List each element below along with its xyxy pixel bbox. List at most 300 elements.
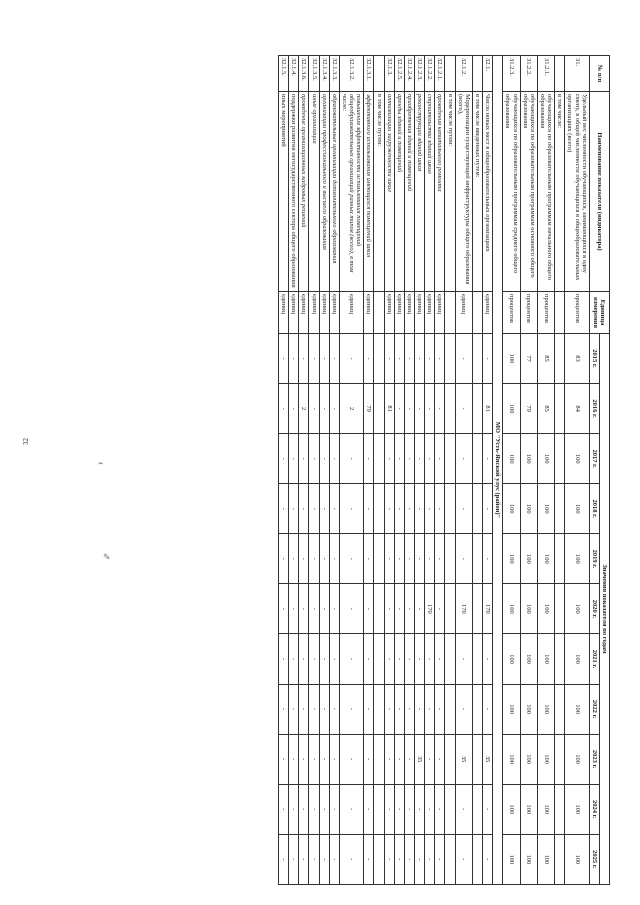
row-value: - [404,684,414,734]
row-value: - [329,334,339,384]
row-value: - [339,584,363,634]
row-value [472,334,482,384]
row-value: - [394,334,404,384]
row-value [555,684,565,734]
row-code: 32.1.3.1. [364,56,374,92]
col-header-years-group: Значения показателя по годам [599,334,609,885]
row-value [374,584,384,634]
row-value: - [384,734,394,784]
row-value: - [339,334,363,384]
row-value: - [279,484,289,534]
table-row [455,56,472,885]
row-name: организации профессионального и высшего образования [319,92,329,292]
row-value: - [384,484,394,534]
row-value: - [425,684,435,734]
row-code: 32.1.2.2. [425,56,435,92]
row-value: - [309,334,319,384]
row-value: 100 [537,434,554,484]
row-value: - [435,334,445,384]
col-header-year: 2017 г. [589,434,599,484]
row-value: 100 [520,484,537,534]
row-value [472,634,482,684]
row-value [555,334,565,384]
table-row [404,56,414,885]
row-value: - [299,734,309,784]
row-value: - [384,584,394,634]
row-value: - [329,734,339,784]
row-value [445,784,455,834]
row-value: - [329,784,339,834]
row-unit: единиц [455,292,472,334]
row-unit [555,292,565,334]
row-value: - [289,634,299,684]
row-value: 100 [503,484,520,534]
row-value: - [455,834,472,884]
row-name: проведение организационных кадровых решений [299,92,309,292]
row-value [445,834,455,884]
row-value: - [319,684,329,734]
row-value: - [339,734,363,784]
row-value: - [435,434,445,484]
table-row [555,56,565,885]
indicators-table [278,55,610,885]
table-row [299,56,309,885]
row-value: 100 [565,684,589,734]
row-value: - [279,534,289,584]
row-name: приобретения зданий и помещений [404,92,414,292]
row-unit: единиц [384,292,394,334]
col-header-year: 2024 г. [589,784,599,834]
section-row [493,56,503,885]
row-name: в том числе введенных путем: [472,92,482,292]
row-unit: единиц [435,292,445,334]
row-value: - [289,834,299,884]
table-row [565,56,589,885]
row-value [555,634,565,684]
row-value: - [483,684,493,734]
row-value: - [384,434,394,484]
row-value: 100 [520,434,537,484]
row-value: 100 [537,734,554,784]
row-value: - [364,334,374,384]
row-value: - [309,434,319,484]
row-value: 85 [537,334,554,384]
row-value [555,434,565,484]
row-value: 100 [503,534,520,584]
row-value: - [364,434,374,484]
row-unit: процентов [503,292,520,334]
row-value: - [309,484,319,534]
row-value: - [339,534,363,584]
row-value: - [404,334,414,384]
row-value: - [364,534,374,584]
table-row [364,56,374,885]
row-value: - [425,834,435,884]
table-row [415,56,425,885]
row-value: - [319,534,329,584]
row-value: 100 [565,734,589,784]
page-number: 32 [22,438,30,445]
row-name: аренды зданий и помещений [394,92,404,292]
row-value [374,434,384,484]
row-name: обучающихся по образовательным программам среднего общего образования [503,92,520,292]
col-header-year: 2022 г. [589,684,599,734]
col-header-year: 2021 г. [589,634,599,684]
row-value: 35 [455,734,472,784]
table-row [445,56,455,885]
row-name: иные организации [309,92,319,292]
row-value [374,634,384,684]
row-value: - [483,834,493,884]
row-value: 84 [565,384,589,434]
row-value: - [299,834,309,884]
row-value: - [279,634,289,684]
row-value: - [339,484,363,534]
row-value: - [309,734,319,784]
row-name: в том числе путем: [374,92,384,292]
row-code: 32.1.3. [384,56,394,92]
row-value: 100 [520,534,537,584]
row-value: - [415,684,425,734]
row-value: 35 [415,734,425,784]
row-value: - [384,634,394,684]
row-value: - [299,484,309,534]
col-header-unit: Единица измерения [589,292,609,334]
row-name: образовательные организации дополнительного образования [329,92,339,292]
row-value: - [309,784,319,834]
row-code: 32.1.3.5. [309,56,319,92]
handwritten-mark: ⌁ [98,458,104,468]
row-code: 31.2.2. [520,56,537,92]
table-row [374,56,384,885]
row-value: 100 [537,634,554,684]
row-value: 81 [483,384,493,434]
row-value: - [425,534,435,584]
col-header-year: 2016 г. [589,384,599,434]
col-header-year: 2020 г. [589,584,599,634]
row-value: 35 [483,734,493,784]
row-value: - [279,584,289,634]
row-value: - [309,384,319,434]
row-value: - [404,584,414,634]
row-value: - [425,634,435,684]
row-code: 32.1.2.4. [404,56,414,92]
row-value: - [435,734,445,784]
row-value: - [404,834,414,884]
row-value: - [289,684,299,734]
row-value: - [435,784,445,834]
row-value: - [289,584,299,634]
row-value: 100 [537,784,554,834]
row-value: - [425,484,435,534]
row-value: 100 [565,634,589,684]
row-value: 100 [537,584,554,634]
col-header-name: Наименование показателя (индикатора) [589,92,609,292]
row-value: - [425,334,435,384]
row-value [445,484,455,534]
table-row [503,56,520,885]
row-value: - [415,384,425,434]
row-value: - [329,384,339,434]
row-value: - [415,534,425,584]
col-header-num: № п/п [589,56,609,92]
row-value: - [329,534,339,584]
row-unit [472,292,482,334]
table-row [520,56,537,885]
table-row [425,56,435,885]
section-title: МО "Усть-Янский улус (район)" [493,56,503,885]
row-value: - [289,384,299,434]
row-unit: единиц [483,292,493,334]
row-value: 100 [520,834,537,884]
row-value: - [299,434,309,484]
row-unit: единиц [299,292,309,334]
row-value: - [435,634,445,684]
row-name: строительства зданий школ [425,92,435,292]
row-value [374,734,384,784]
row-value [555,534,565,584]
row-value: - [455,784,472,834]
row-value: 81 [384,384,394,434]
row-value: - [339,684,363,734]
row-value: - [289,434,299,484]
row-unit: единиц [339,292,363,334]
row-value: - [384,784,394,834]
table-row [394,56,404,885]
row-value [445,434,455,484]
row-code: 32.1.3.3. [329,56,339,92]
table-row [319,56,329,885]
row-value: - [289,784,299,834]
row-code: 32.1.5. [279,56,289,92]
row-code: 31.2.3. [503,56,520,92]
row-value [555,384,565,434]
row-code: 32.1.2. [455,56,472,92]
row-value: - [279,834,289,884]
row-value: - [329,834,339,884]
row-name: эффективного использования имеющихся помещений школ [364,92,374,292]
row-value: - [483,484,493,534]
row-value: - [299,534,309,584]
row-value: 2 [299,384,309,434]
row-value: - [364,484,374,534]
row-value: 100 [520,684,537,734]
row-value: - [309,834,319,884]
row-value: 100 [565,434,589,484]
row-value: - [299,784,309,834]
rotated-table-container [278,55,610,885]
row-name: повышения эффективности использования помещений общеобразовательных организаций разных типов (всего), в том числе: [339,92,363,292]
row-name: реконструкции зданий школ [415,92,425,292]
row-value: 83 [565,334,589,384]
row-value: - [425,384,435,434]
col-header-year: 2025 г. [589,834,599,884]
row-value: - [455,634,472,684]
row-value: - [483,634,493,684]
row-value [374,484,384,534]
row-value [555,834,565,884]
row-value [472,384,482,434]
row-value: - [415,584,425,634]
row-name: Удельный вес численности обучающихся, занимающихся в одну смену, в общей численности обучающихся в общеобразовательных организациях (всего) [565,92,589,292]
row-value [472,834,482,884]
row-value: 100 [565,484,589,534]
row-code: 32.1.2.1. [435,56,445,92]
row-value: 85 [537,384,554,434]
row-value: - [319,484,329,534]
row-value: - [394,534,404,584]
row-unit: единиц [404,292,414,334]
row-value: - [309,584,319,634]
row-name: иных мероприятий [279,92,289,292]
row-value [374,784,384,834]
row-value [445,684,455,734]
row-value [374,384,384,434]
row-code: 31. [565,56,589,92]
row-value: - [483,434,493,484]
table-row [537,56,554,885]
row-value: - [384,534,394,584]
row-value: - [455,684,472,734]
row-value: 100 [503,834,520,884]
row-unit: процентов [520,292,537,334]
row-value: - [279,734,289,784]
table-row [339,56,363,885]
row-value: 79 [520,384,537,434]
row-unit: процентов [565,292,589,334]
row-code [374,56,384,92]
col-header-year: 2018 г. [589,484,599,534]
row-code [445,56,455,92]
row-value: - [289,484,299,534]
row-name: обучающихся по образовательным программам начального общего образования [537,92,554,292]
row-value: - [339,784,363,834]
row-value: - [435,584,445,634]
row-value [445,584,455,634]
row-value: - [319,384,329,434]
row-value: - [364,834,374,884]
row-code: 32.1.2.5. [394,56,404,92]
row-value: - [483,534,493,584]
row-value: - [404,634,414,684]
row-unit: единиц [425,292,435,334]
row-value [374,684,384,734]
row-unit [445,292,455,334]
row-value: - [435,534,445,584]
row-value: 2 [339,384,363,434]
row-value: - [415,484,425,534]
row-value: - [309,684,319,734]
row-value: - [394,584,404,634]
row-value: - [309,634,319,684]
row-value: 100 [537,834,554,884]
row-value: 100 [520,584,537,634]
row-value: 100 [503,784,520,834]
row-name: Модернизации существующей инфраструктуры общего образования (всего), [455,92,472,292]
row-value: - [394,484,404,534]
row-value: - [329,684,339,734]
row-name: поддержки развития негосударственного сектора общего образования [289,92,299,292]
row-value [472,584,482,634]
row-code: 32.1. [483,56,493,92]
row-value: - [404,384,414,434]
row-value: 100 [565,584,589,634]
table-row [309,56,319,885]
row-value: - [435,384,445,434]
row-value: 100 [503,684,520,734]
row-value: - [455,534,472,584]
row-value: - [319,734,329,784]
row-value: 100 [537,684,554,734]
row-unit: единиц [329,292,339,334]
row-value: - [415,634,425,684]
row-value [445,634,455,684]
row-value: 100 [503,384,520,434]
row-value [472,534,482,584]
row-unit: единиц [364,292,374,334]
row-value: - [279,334,289,384]
row-value: 100 [520,734,537,784]
row-value: - [289,734,299,784]
row-name: обучающихся по образовательным программам основного общего образования [520,92,537,292]
row-value: - [404,734,414,784]
row-value: - [425,434,435,484]
row-value: - [309,534,319,584]
row-name: в том числе путем: [445,92,455,292]
row-value: - [404,784,414,834]
row-unit: единиц [394,292,404,334]
row-value: - [384,334,394,384]
row-value: 100 [520,784,537,834]
row-value: - [319,334,329,384]
row-name: в том числе: [555,92,565,292]
table-body [279,56,590,885]
row-value: - [483,334,493,384]
row-value [555,734,565,784]
row-value: 100 [520,634,537,684]
row-value: - [384,834,394,884]
row-value: - [455,484,472,534]
row-value: - [435,484,445,534]
row-value: - [279,434,289,484]
row-value: - [394,784,404,834]
row-value: - [329,434,339,484]
row-unit: единиц [279,292,289,334]
row-value [555,784,565,834]
row-value: - [289,534,299,584]
row-value: 100 [503,634,520,684]
row-value: - [319,784,329,834]
col-header-year: 2023 г. [589,734,599,784]
row-value: - [455,384,472,434]
row-value [472,734,482,784]
row-value: - [299,684,309,734]
row-value: 100 [503,734,520,784]
row-unit: единиц [319,292,329,334]
row-value: 77 [520,334,537,384]
row-value: 100 [537,484,554,534]
row-value: - [299,334,309,384]
handwritten-mark: ✎ [103,552,111,562]
row-value: - [299,634,309,684]
row-unit: единиц [309,292,319,334]
row-name: оптимизации загруженности школ [384,92,394,292]
table-row [329,56,339,885]
row-value: - [394,434,404,484]
row-value: - [394,634,404,684]
row-value: - [364,584,374,634]
row-value: - [329,584,339,634]
